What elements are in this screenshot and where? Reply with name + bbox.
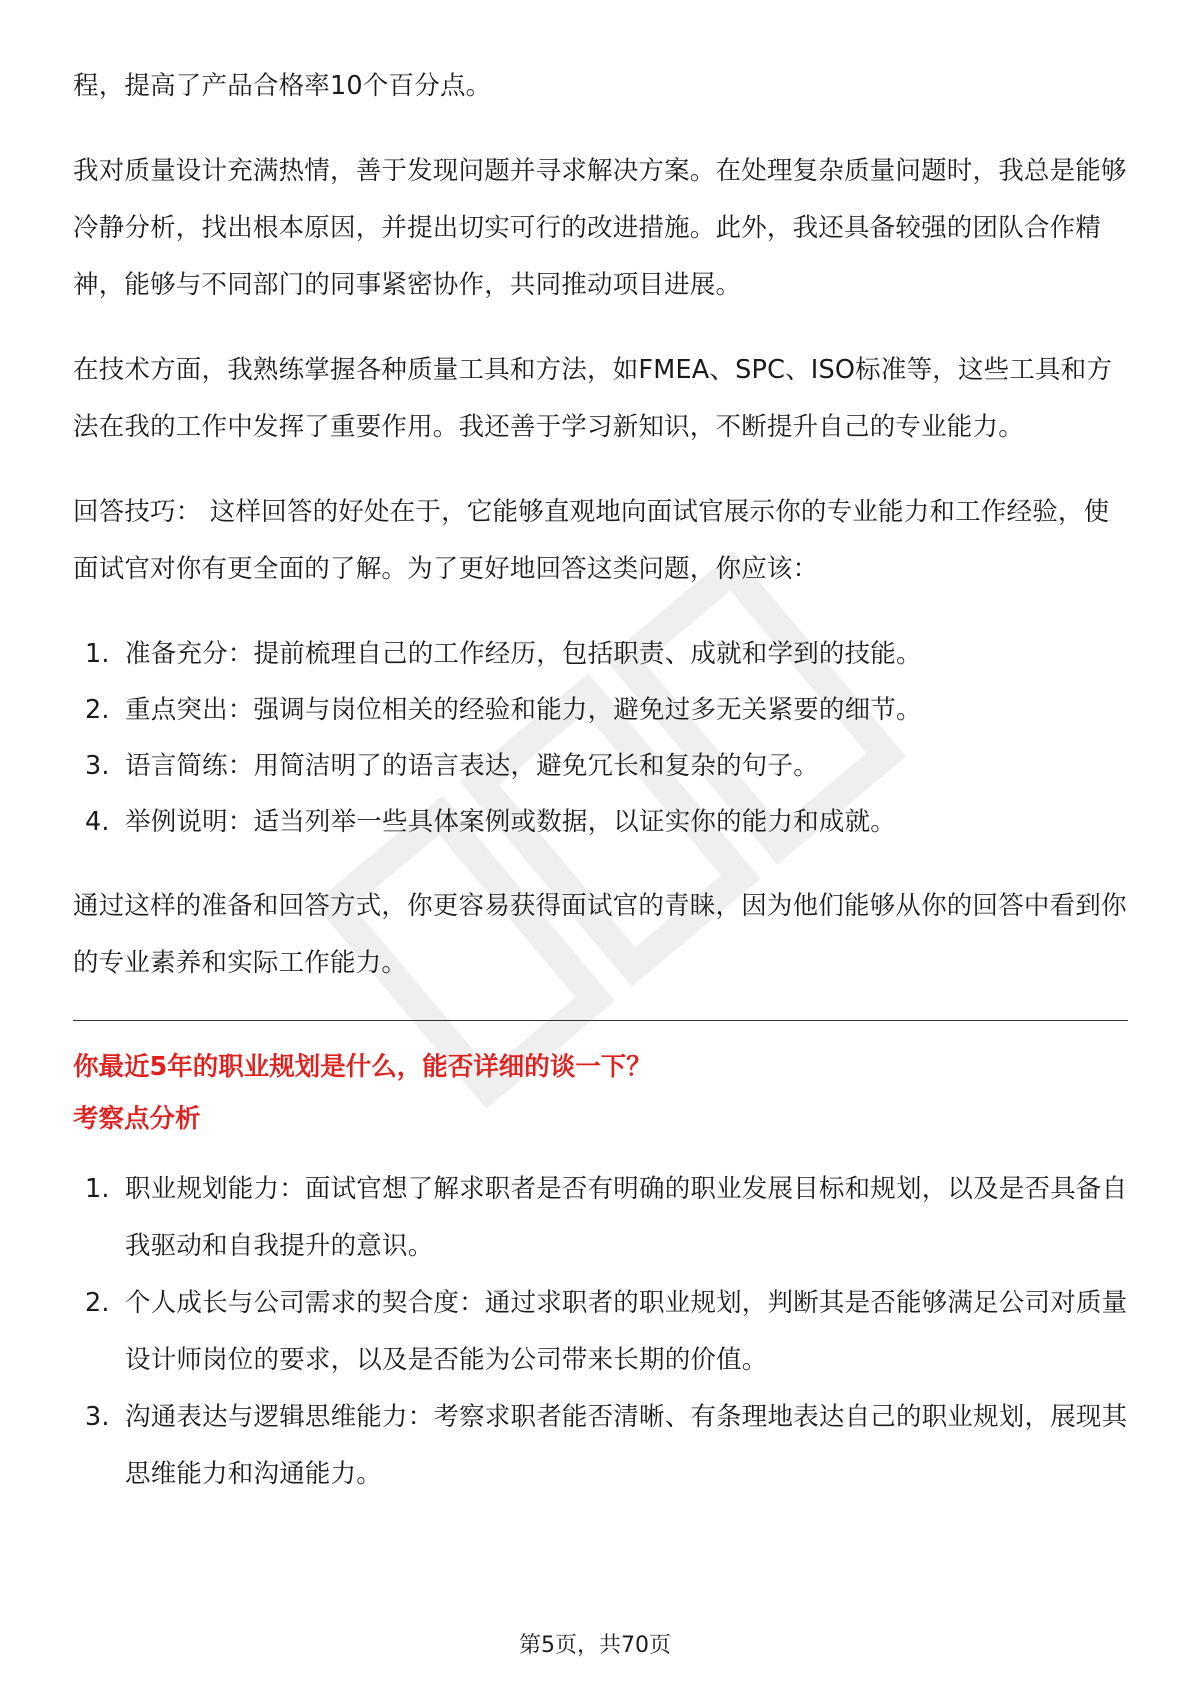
- page-footer: 第5页，共70页: [519, 1633, 671, 1658]
- list-item: 2. 重点突出：强调与岗位相关的经验和能力，避免过多无关紧要的细节。: [85, 695, 922, 725]
- question-title: 你最近5年的职业规划是什么，能否详细的谈一下？: [73, 1052, 652, 1082]
- analysis-points-list: [73, 1161, 1128, 1503]
- list-item: 1. 职业规划能力：面试官想了解求职者是否有明确的职业发展目标和规划，以及是否具备自我驱动和自我提升的意识。: [85, 1174, 1128, 1261]
- section-divider: [73, 1020, 1128, 1021]
- question-subtitle: 考察点分析: [73, 1104, 201, 1134]
- paragraph-closing: 通过这样的准备和回答方式，你更容易获得面试官的青睐，因为他们能够从你的回答中看到你的专业素养和实际工作能力。: [73, 891, 1127, 978]
- list-item: 4. 举例说明：适当列举一些具体案例或数据，以证实你的能力和成就。: [85, 807, 897, 837]
- tips-list: [73, 626, 1128, 850]
- paragraph-technical: 在技术方面，我熟练掌握各种质量工具和方法，如FMEA、SPC、ISO标准等，这些工具和方法在我的工作中发挥了重要作用。我还善于学习新知识，不断提升自己的专业能力。: [73, 355, 1113, 442]
- document-page: [73, 58, 1128, 1531]
- paragraph-passion: 我对质量设计充满热情，善于发现问题并寻求解决方案。在处理复杂质量问题时，我总是能够冷静分析，找出根本原因，并提出切实可行的改进措施。此外，我还具备较强的团队合作精神，能够与不同部门的同事紧密协作，共同推动项目进展。: [73, 156, 1127, 300]
- list-item: 2. 个人成长与公司需求的契合度：通过求职者的职业规划，判断其是否能够满足公司对质量设计师岗位的要求，以及是否能为公司带来长期的价值。: [85, 1288, 1128, 1375]
- list-item: 3. 沟通表达与逻辑思维能力：考察求职者能否清晰、有条理地表达自己的职业规划，展现其思维能力和沟通能力。: [85, 1402, 1128, 1489]
- list-item: 1. 准备充分：提前梳理自己的工作经历，包括职责、成就和学到的技能。: [85, 639, 922, 669]
- paragraph-intro-end: 程，提高了产品合格率10个百分点。: [73, 71, 492, 101]
- paragraph-answer-tips: 回答技巧： 这样回答的好处在于，它能够直观地向面试官展示你的专业能力和工作经验，使面试官对你有更全面的了解。为了更好地回答这类问题，你应该：: [73, 497, 1110, 584]
- list-item: 3. 语言简练：用简洁明了的语言表达，避免冗长和复杂的句子。: [85, 751, 819, 781]
